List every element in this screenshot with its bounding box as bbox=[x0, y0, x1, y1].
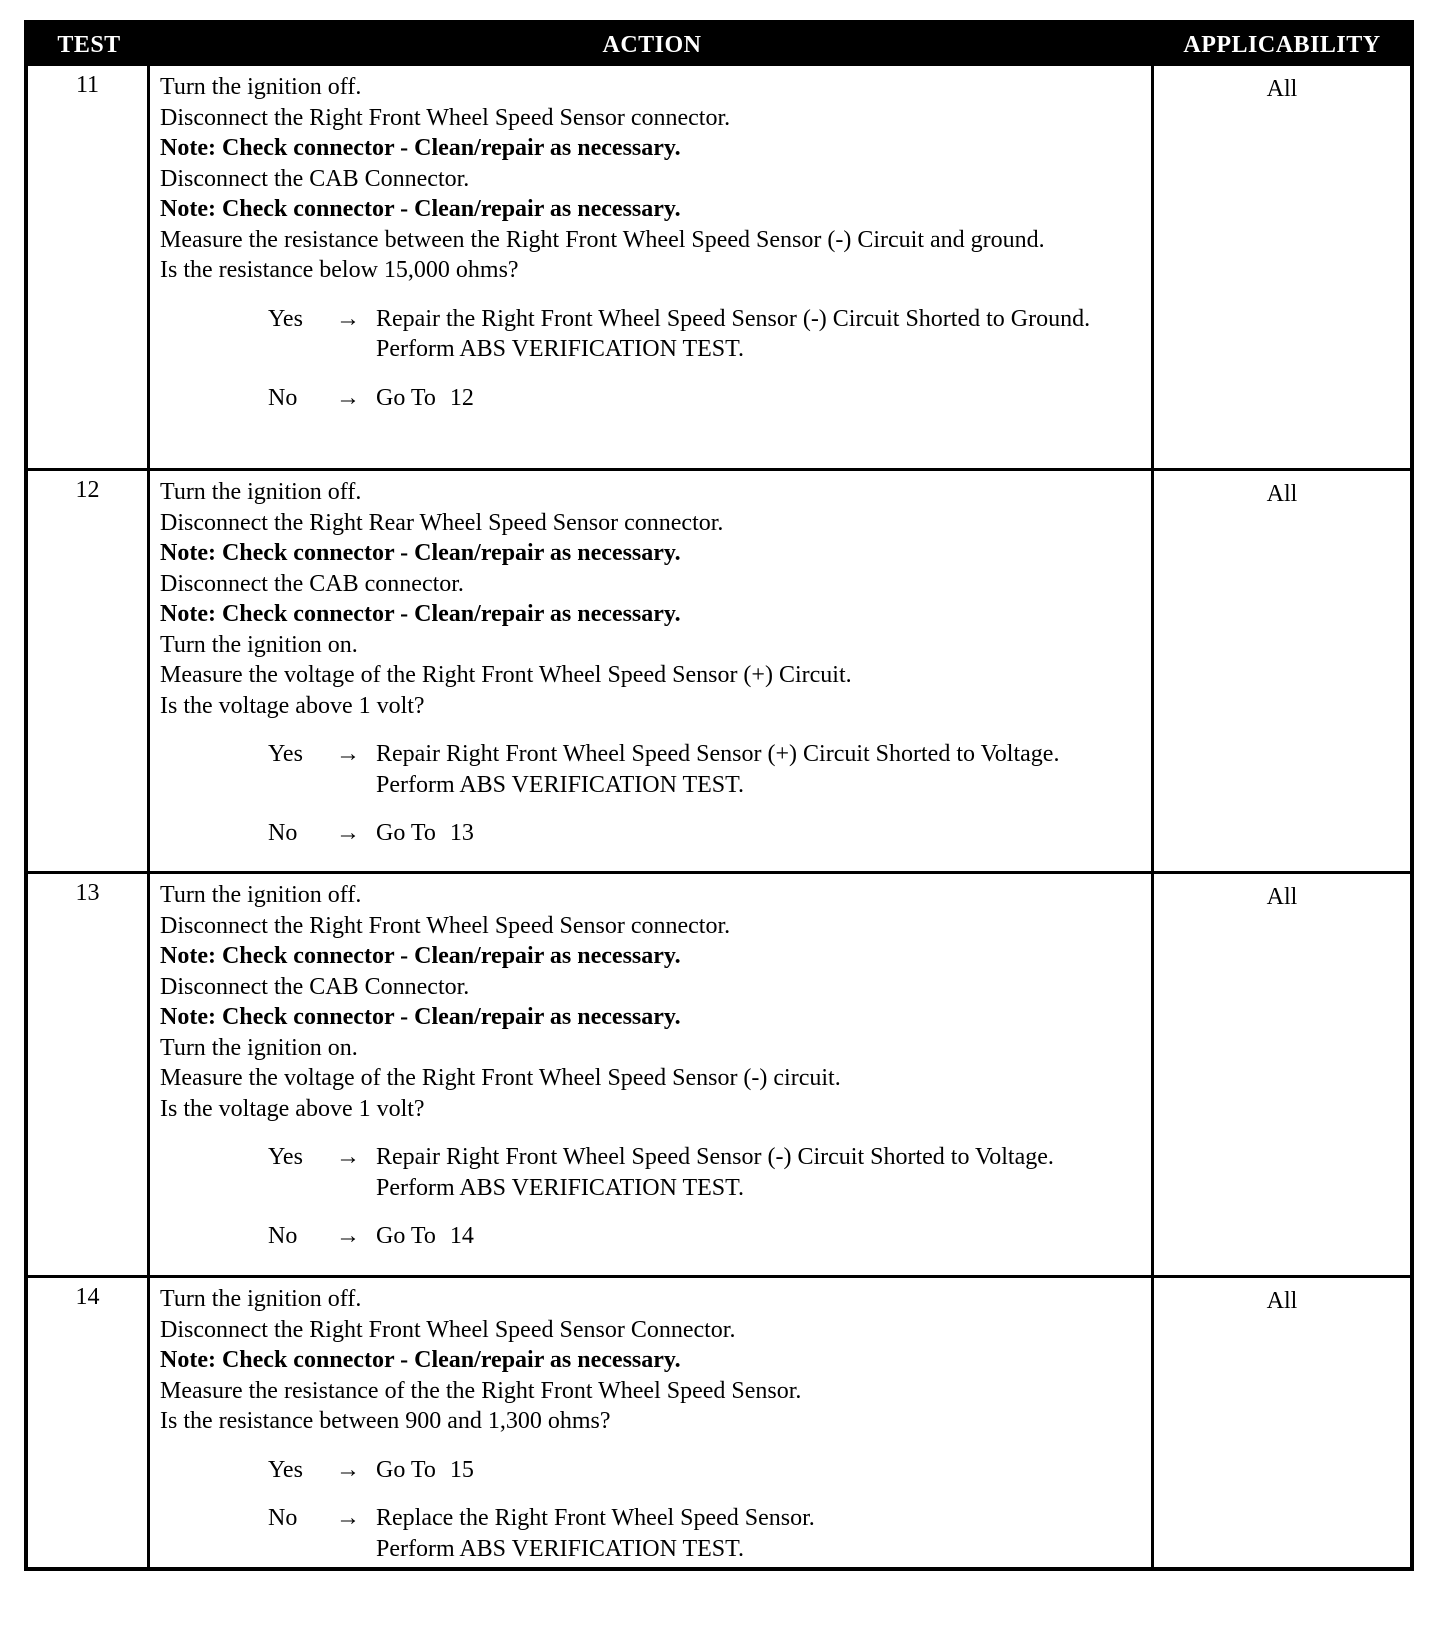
note-line: Note: Check connector - Clean/repair as necessary. bbox=[160, 196, 681, 222]
action-line: Disconnect the Right Front Wheel Speed Sensor connector. bbox=[160, 912, 731, 939]
goto-test-number: 14 bbox=[449, 1223, 474, 1249]
note-line: Note: Check connector - Clean/repair as necessary. bbox=[160, 1347, 681, 1373]
table-row bbox=[28, 1275, 1410, 1567]
goto-test-number: 13 bbox=[449, 820, 474, 846]
action-line: Turn the ignition off. bbox=[160, 74, 362, 100]
note-line: Note: Check connector - Clean/repair as necessary. bbox=[160, 601, 681, 627]
test-number: 12 bbox=[28, 471, 150, 871]
table-row bbox=[28, 66, 1410, 468]
action-line: Measure the resistance of the the Right Front Wheel Speed Sensor. bbox=[160, 1377, 802, 1404]
result-line: Perform ABS VERIFICATION TEST. bbox=[376, 336, 745, 362]
no-result bbox=[376, 383, 1143, 414]
arrow-right-icon: → bbox=[336, 384, 360, 411]
action-cell bbox=[150, 874, 1154, 1275]
result-line: Repair Right Front Wheel Speed Sensor (-) Circuit Shorted to Voltage. bbox=[376, 1144, 1054, 1170]
test-number: 11 bbox=[28, 66, 150, 468]
arrow-right-icon: → bbox=[336, 741, 360, 767]
action-cell bbox=[150, 471, 1154, 871]
arrow-right-icon: → bbox=[336, 305, 360, 332]
yes-result bbox=[376, 739, 1143, 800]
goto-label: Go To bbox=[376, 384, 436, 411]
action-line: Turn the ignition on. bbox=[160, 631, 358, 658]
goto-test-number: 12 bbox=[449, 384, 474, 411]
no-outcome bbox=[160, 1221, 1143, 1252]
test-number: 14 bbox=[28, 1278, 150, 1567]
yes-label: Yes bbox=[268, 1144, 303, 1170]
action-line: Is the voltage above 1 volt? bbox=[160, 692, 425, 719]
table-row bbox=[28, 871, 1410, 1275]
action-line: Turn the ignition off. bbox=[160, 882, 362, 908]
arrow-right-icon: → bbox=[336, 820, 360, 846]
no-result bbox=[376, 818, 1143, 849]
header-applicability: APPLICABILITY bbox=[1183, 32, 1381, 58]
table-body bbox=[28, 66, 1410, 1567]
goto-label: Go To bbox=[376, 1223, 436, 1249]
result-line: Replace the Right Front Wheel Speed Sensor. bbox=[376, 1505, 815, 1531]
action-line: Turn the ignition off. bbox=[160, 479, 362, 505]
applicability-cell: All bbox=[1266, 884, 1298, 910]
action-line: Disconnect the CAB connector. bbox=[160, 570, 464, 597]
applicability-cell: All bbox=[1266, 76, 1298, 102]
goto-label: Go To bbox=[376, 820, 436, 846]
result-line: Repair the Right Front Wheel Speed Sensor (-) Circuit Shorted to Ground. bbox=[376, 305, 1091, 332]
yes-outcome bbox=[160, 304, 1143, 365]
yes-result bbox=[376, 304, 1143, 365]
action-line: Is the voltage above 1 volt? bbox=[160, 1095, 425, 1122]
action-cell bbox=[150, 66, 1154, 468]
test-number: 13 bbox=[28, 874, 150, 1275]
action-line: Disconnect the Right Front Wheel Speed Sensor connector. bbox=[160, 104, 731, 131]
yes-result bbox=[376, 1455, 1143, 1486]
action-line: Disconnect the CAB Connector. bbox=[160, 973, 470, 1000]
applicability-cell: All bbox=[1266, 1288, 1298, 1314]
table-row bbox=[28, 468, 1410, 871]
diagnostic-test-table bbox=[24, 20, 1414, 1571]
result-line: Perform ABS VERIFICATION TEST. bbox=[376, 1174, 745, 1201]
action-line: Is the resistance below 15,000 ohms? bbox=[160, 257, 519, 283]
note-line: Note: Check connector - Clean/repair as necessary. bbox=[160, 135, 681, 161]
no-label: No bbox=[268, 820, 298, 846]
result-line: Perform ABS VERIFICATION TEST. bbox=[376, 771, 745, 798]
goto-test-number: 15 bbox=[449, 1456, 474, 1483]
no-result bbox=[376, 1503, 1143, 1564]
action-cell bbox=[150, 1278, 1154, 1567]
no-outcome bbox=[160, 383, 1143, 414]
action-line: Turn the ignition off. bbox=[160, 1286, 362, 1312]
no-result bbox=[376, 1221, 1143, 1252]
yes-result bbox=[376, 1142, 1143, 1203]
no-label: No bbox=[268, 384, 298, 411]
no-outcome bbox=[160, 818, 1143, 849]
action-line: Is the resistance between 900 and 1,300 ohms? bbox=[160, 1408, 611, 1434]
yes-outcome bbox=[160, 1455, 1143, 1486]
action-line: Disconnect the CAB Connector. bbox=[160, 165, 470, 192]
arrow-right-icon: → bbox=[336, 1223, 360, 1249]
yes-label: Yes bbox=[268, 1456, 303, 1483]
yes-label: Yes bbox=[268, 741, 303, 767]
yes-label: Yes bbox=[268, 305, 303, 332]
action-line: Measure the resistance between the Right Front Wheel Speed Sensor (-) Circuit and ground. bbox=[160, 226, 1045, 253]
action-line: Disconnect the Right Rear Wheel Speed Sensor connector. bbox=[160, 509, 724, 536]
result-line: Repair Right Front Wheel Speed Sensor (+) Circuit Shorted to Voltage. bbox=[376, 741, 1060, 767]
note-line: Note: Check connector - Clean/repair as necessary. bbox=[160, 1004, 681, 1030]
note-line: Note: Check connector - Clean/repair as necessary. bbox=[160, 943, 681, 969]
arrow-right-icon: → bbox=[336, 1505, 360, 1531]
yes-outcome bbox=[160, 1142, 1143, 1203]
action-line: Turn the ignition on. bbox=[160, 1034, 358, 1061]
arrow-right-icon: → bbox=[336, 1144, 360, 1170]
no-outcome bbox=[160, 1503, 1143, 1564]
table-header bbox=[28, 24, 1410, 66]
action-line: Measure the voltage of the Right Front Wheel Speed Sensor (+) Circuit. bbox=[160, 662, 852, 688]
applicability-cell: All bbox=[1266, 481, 1298, 507]
arrow-right-icon: → bbox=[336, 1456, 360, 1483]
note-line: Note: Check connector - Clean/repair as necessary. bbox=[160, 540, 681, 566]
header-action: ACTION bbox=[602, 32, 702, 58]
goto-label: Go To bbox=[376, 1456, 436, 1483]
action-line: Measure the voltage of the Right Front Wheel Speed Sensor (-) circuit. bbox=[160, 1065, 841, 1091]
no-label: No bbox=[268, 1505, 298, 1531]
result-line: Perform ABS VERIFICATION TEST. bbox=[376, 1535, 745, 1562]
header-test: TEST bbox=[57, 32, 121, 58]
action-line: Disconnect the Right Front Wheel Speed Sensor Connector. bbox=[160, 1316, 736, 1343]
no-label: No bbox=[268, 1223, 298, 1249]
yes-outcome bbox=[160, 739, 1143, 800]
